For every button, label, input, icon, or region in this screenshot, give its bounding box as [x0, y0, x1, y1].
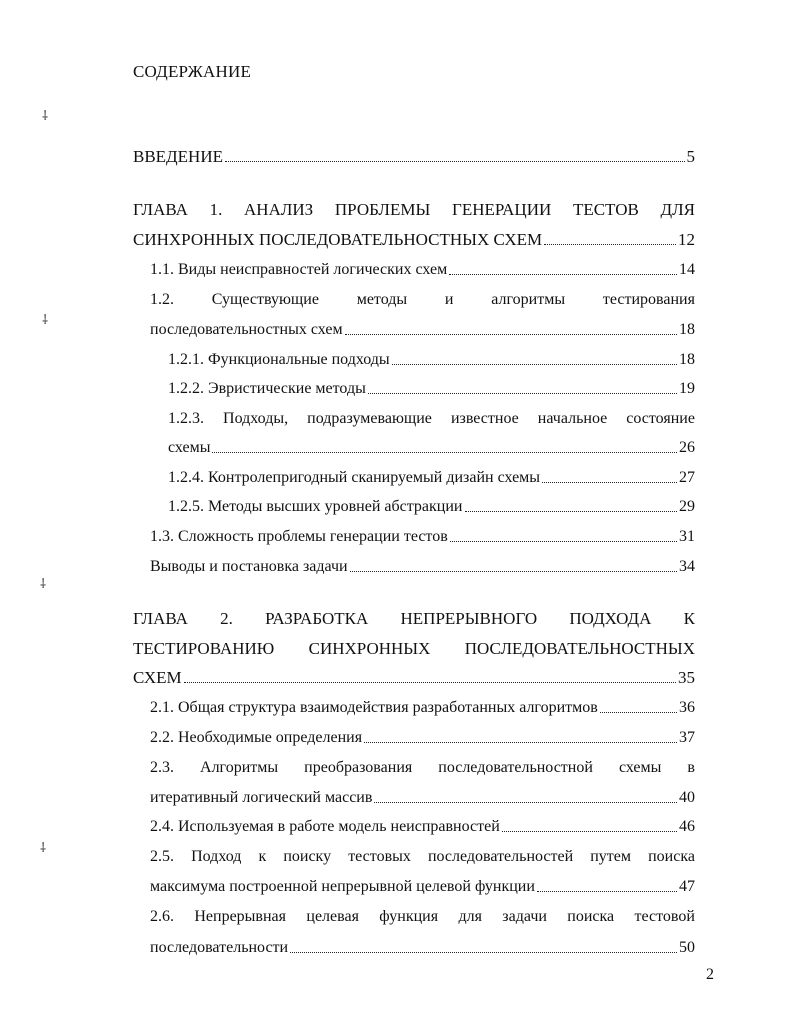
toc-entry-text: 2.4. Используемая в работе модель неисправностей: [150, 818, 500, 835]
toc-page-number: 18: [679, 351, 695, 368]
word: СИНХРОННЫХ: [308, 639, 431, 658]
toc-page-number: 34: [679, 558, 695, 575]
word: для: [458, 908, 482, 925]
toc-entry-text: 1.1. Виды неисправностей логических схем: [150, 261, 448, 278]
word: ДЛЯ: [660, 200, 695, 219]
toc-page-number: 36: [679, 699, 695, 716]
leader-dots: [392, 363, 677, 365]
toc-entry-2-3-line2[interactable]: [150, 787, 695, 809]
toc-entry-chapter-1-line1[interactable]: [133, 199, 695, 221]
toc-page-number: 19: [679, 380, 695, 397]
toc-page-number: 26: [679, 439, 695, 456]
word: поиску: [283, 848, 332, 865]
word: ГЕНЕРАЦИИ: [451, 200, 552, 219]
page-number: 2: [706, 966, 714, 983]
toc-entry-text: Выводы и постановка задачи: [150, 558, 348, 575]
word: методы: [356, 291, 408, 308]
toc-page-number: 50: [679, 939, 695, 956]
word: подразумевающие: [307, 410, 432, 427]
word: известное: [450, 410, 519, 427]
leader-dots: [290, 951, 677, 953]
toc-page-number: 31: [679, 528, 695, 545]
scan-mark-icon: ⸸: [40, 577, 47, 592]
toc-entry-text: 1.3. Сложность проблемы генерации тестов: [150, 528, 448, 545]
word: К: [683, 609, 695, 628]
toc-entry-conclusions-1[interactable]: [150, 556, 695, 578]
word: последовательностной: [438, 759, 593, 776]
word: схемы: [618, 759, 662, 776]
word: ПРОБЛЕМЫ: [334, 200, 431, 219]
word: поиска: [567, 908, 615, 925]
word: тестирования: [602, 291, 695, 308]
word: АНАЛИЗ: [244, 200, 314, 219]
word: тестовой: [634, 908, 695, 925]
toc-entry-2-5-line2[interactable]: [150, 876, 695, 898]
toc-entry-1-3[interactable]: [150, 526, 695, 548]
toc-entry-text: ВВЕДЕНИЕ: [133, 147, 223, 166]
toc-entry-1-2-3-line2[interactable]: [168, 437, 695, 459]
word: преобразования: [304, 759, 413, 776]
word: ПОСЛЕДОВАТЕЛЬНОСТНЫХ: [464, 639, 695, 658]
leader-dots: [465, 510, 678, 512]
toc-entry-chapter-2-line2[interactable]: [133, 638, 695, 660]
leader-dots: [374, 801, 677, 803]
leader-dots: [368, 392, 677, 394]
toc-entry-text: 1.2.2. Эвристические методы: [168, 380, 366, 397]
toc-entry-text: 1.2.1. Функциональные подходы: [168, 351, 390, 368]
toc-entry-text: 1.2.4. Контролепригодный сканируемый дизайн схемы: [168, 469, 541, 486]
leader-dots: [449, 273, 677, 275]
leader-dots: [600, 711, 677, 713]
toc-page-number: 46: [679, 818, 695, 835]
toc-page-number: 40: [679, 789, 695, 806]
toc-entry-text: последовательностных схем: [150, 321, 343, 338]
toc-entry-1-2-1[interactable]: [168, 349, 695, 371]
leader-dots: [364, 741, 677, 743]
word: поиска: [648, 848, 695, 865]
toc-entry-1-1[interactable]: [150, 259, 695, 281]
toc-page-number: 12: [678, 230, 695, 249]
word: к: [258, 848, 267, 865]
word: НЕПРЕРЫВНОГО: [400, 609, 538, 628]
toc-entry-text: последовательности: [150, 939, 289, 956]
word: и: [444, 291, 454, 308]
leader-dots: [212, 451, 677, 453]
word: ГЛАВА: [133, 609, 188, 628]
toc-page-number: 35: [678, 668, 695, 687]
word: ПОДХОДА: [569, 609, 652, 628]
leader-dots: [184, 681, 676, 683]
word: 2.3.: [150, 759, 174, 776]
toc-entry-text: 2.2. Необходимые определения: [150, 729, 363, 746]
word: Подход: [191, 848, 242, 865]
word: РАЗРАБОТКА: [265, 609, 369, 628]
toc-entry-text: схемы: [168, 439, 211, 456]
word: Существующие: [211, 291, 319, 308]
leader-dots: [544, 243, 676, 245]
toc-entry-2-6-line2[interactable]: [150, 937, 695, 959]
toc-entry-intro[interactable]: [133, 146, 695, 168]
word: Алгоритмы: [200, 759, 279, 776]
word: 2.: [220, 609, 233, 628]
word: путем: [590, 848, 632, 865]
toc-entry-1-2-4[interactable]: [168, 467, 695, 489]
toc-page-number: 29: [679, 498, 695, 515]
toc-page-number: 37: [679, 729, 695, 746]
toc-entry-1-2-2[interactable]: [168, 378, 695, 400]
scan-mark-icon: ⸸: [40, 841, 47, 856]
word: состояние: [626, 410, 695, 427]
toc-entry-text: СХЕМ: [133, 668, 182, 687]
word: 1.2.3.: [168, 410, 204, 427]
toc-entry-2-3-line1[interactable]: [150, 757, 695, 779]
toc-entry-1-2-line2[interactable]: [150, 319, 695, 341]
leader-dots: [450, 540, 677, 542]
toc-entry-2-5-line1[interactable]: [150, 846, 695, 868]
toc-page-number: 5: [686, 147, 695, 166]
toc-page-number: 18: [679, 321, 695, 338]
word: целевая: [306, 908, 359, 925]
word: ТЕСТИРОВАНИЮ: [133, 639, 275, 658]
word: начальное: [537, 410, 608, 427]
page-title: СОДЕРЖАНИЕ: [133, 62, 252, 81]
word: тестовых: [348, 848, 411, 865]
toc-entry-1-2-5[interactable]: [168, 496, 695, 518]
toc-entry-chapter-1-line2[interactable]: [133, 229, 695, 251]
word: функция: [379, 908, 439, 925]
scan-mark-icon: ⸸: [42, 313, 49, 328]
toc-entry-1-2-3-line1[interactable]: [168, 408, 695, 430]
word: 1.: [209, 200, 223, 219]
word: в: [687, 759, 695, 776]
toc-entry-2-6-line1[interactable]: [150, 906, 695, 928]
toc-entry-2-4[interactable]: [150, 816, 695, 838]
toc-entry-text: 1.2.5. Методы высших уровней абстракции: [168, 498, 463, 515]
leader-dots: [345, 333, 677, 335]
toc-page-number: 14: [679, 261, 695, 278]
word: 2.5.: [150, 848, 174, 865]
toc-entry-text: СИНХРОННЫХ ПОСЛЕДОВАТЕЛЬНОСТНЫХ СХЕМ: [133, 230, 543, 249]
word: ГЛАВА: [133, 200, 188, 219]
toc-entry-chapter-2-line1[interactable]: [133, 608, 695, 630]
scan-mark-icon: ⸸: [42, 109, 49, 124]
word: 2.6.: [150, 908, 174, 925]
toc-entry-1-2-line1[interactable]: [150, 289, 695, 311]
word: последовательностей: [427, 848, 574, 865]
leader-dots: [350, 570, 677, 572]
toc-page-number: 27: [679, 469, 695, 486]
toc-entry-2-1[interactable]: [150, 697, 695, 719]
toc-entry-2-2[interactable]: [150, 727, 695, 749]
word: ТЕСТОВ: [572, 200, 639, 219]
toc-entry-text: 2.1. Общая структура взаимодействия разработанных алгоритмов: [150, 699, 598, 716]
leader-dots: [225, 160, 685, 162]
word: задачи: [502, 908, 547, 925]
toc-page-number: 47: [679, 878, 695, 895]
toc-entry-text: итеративный логический массив: [150, 789, 373, 806]
toc-entry-chapter-2-line3[interactable]: [133, 667, 695, 689]
leader-dots: [537, 890, 677, 892]
leader-dots: [502, 830, 677, 832]
toc-entry-text: максимума построенной непрерывной целевой функции: [150, 878, 535, 895]
leader-dots: [542, 481, 677, 483]
word: Подходы,: [223, 410, 289, 427]
word: 1.2.: [150, 291, 174, 308]
word: алгоритмы: [491, 291, 566, 308]
word: Непрерывная: [194, 908, 287, 925]
